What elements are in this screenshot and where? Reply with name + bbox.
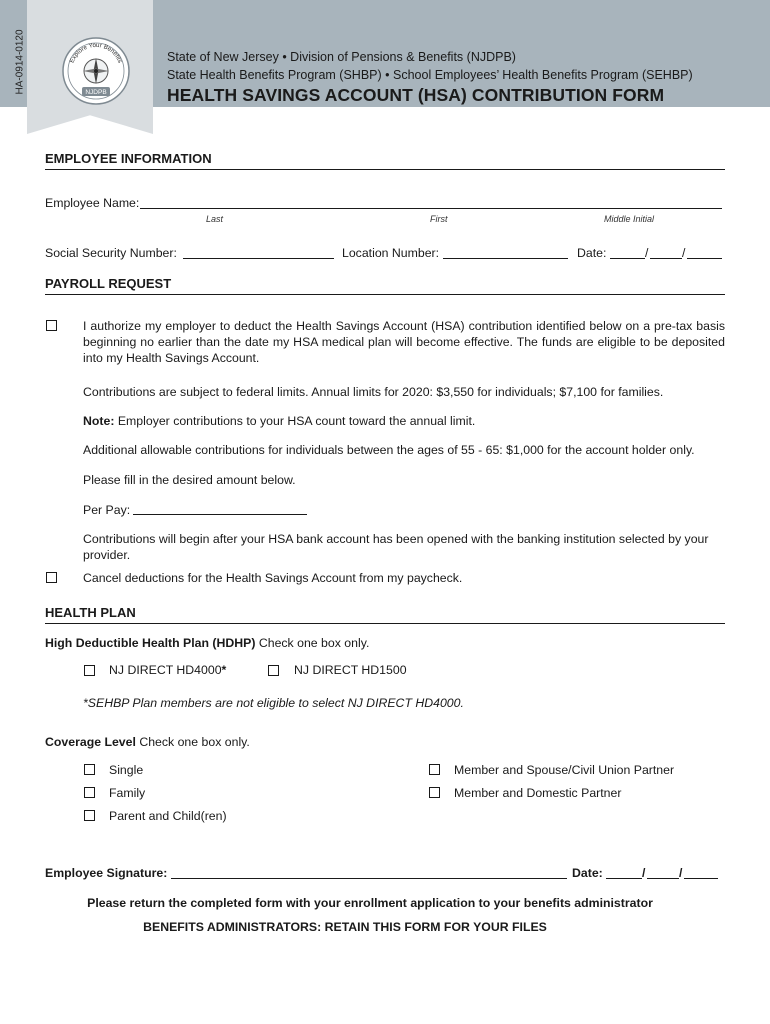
form-code: HA-0914-0120 [14, 29, 26, 95]
name-sub-last: Last [206, 214, 224, 224]
per-pay-label: Per Pay: [83, 503, 131, 517]
coverage-family-label: Family [109, 786, 146, 800]
njdpb-seal-logo [62, 37, 130, 105]
employee-name-field[interactable] [140, 196, 722, 209]
coverage-single-checkbox[interactable] [84, 764, 95, 775]
section-payroll-request: PAYROLL REQUEST [45, 276, 725, 295]
cancel-deductions-text: Cancel deductions for the Health Savings Account from my paycheck. [83, 571, 463, 585]
coverage-parent-children-label: Parent and Child(ren) [109, 809, 227, 823]
coverage-member-spouse-label: Member and Spouse/Civil Union Partner [454, 763, 675, 777]
seal-text-top: Explore Your Benefits [68, 41, 124, 65]
coverage-parent-children-checkbox[interactable] [84, 810, 95, 821]
date-slash: / [682, 246, 686, 260]
coverage-family-checkbox[interactable] [84, 787, 95, 798]
note-text: Employer contributions to your HSA count toward the annual limit. [114, 414, 476, 428]
hdhp-label: High Deductible Health Plan (HDHP) [45, 636, 256, 650]
name-sub-first: First [430, 214, 448, 224]
date-day-field[interactable] [650, 246, 682, 259]
note-line [83, 413, 725, 429]
nj-direct-hd1500-label: NJ DIRECT HD1500 [294, 663, 407, 677]
header-line-agency: State of New Jersey • Division of Pensions & Benefits (NJDPB) [167, 50, 516, 64]
coverage-label: Coverage Level [45, 735, 136, 749]
contributions-begin-text: Contributions will begin after your HSA bank account has been opened with the banking institution selected by your provider. [83, 532, 709, 562]
per-pay-field[interactable] [133, 502, 307, 515]
date-label: Date: [577, 246, 607, 260]
signature-date-slash: / [679, 866, 683, 880]
fill-amount-text: Please fill in the desired amount below. [83, 473, 296, 487]
date-slash: / [645, 246, 649, 260]
coverage-member-spouse-checkbox[interactable] [429, 764, 440, 775]
signature-date-label: Date: [572, 866, 603, 880]
hdhp-heading [45, 636, 369, 650]
coverage-heading [45, 735, 250, 749]
cancel-deductions-checkbox[interactable] [46, 572, 57, 583]
coverage-single-label: Single [109, 763, 144, 777]
authorize-text: I authorize my employer to deduct the Health Savings Account (HSA) contribution identified below on a pre-tax basis beginning no earlier than the date my HSA medical plan will become effective. The funds are eligible to be deposited into my Health Savings Account. [83, 319, 725, 365]
coverage-instructions: Check one box only. [135, 735, 250, 749]
section-health-plan: HEALTH PLAN [45, 605, 725, 624]
ssn-label: Social Security Number: [45, 246, 177, 260]
form-title: HEALTH SAVINGS ACCOUNT (HSA) CONTRIBUTION FORM [167, 85, 665, 105]
name-sub-middle-initial: Middle Initial [604, 214, 655, 224]
return-instructions: Please return the completed form with your enrollment application to your benefits administrator [87, 896, 653, 910]
note-label: Note: [83, 414, 115, 428]
location-number-label: Location Number: [342, 246, 440, 260]
ssn-field[interactable] [183, 246, 334, 259]
seal-text-bottom: NJDPB [85, 89, 107, 96]
sehbp-footnote: *SEHBP Plan members are not eligible to select NJ DIRECT HD4000. [83, 696, 464, 710]
location-number-field[interactable] [443, 246, 568, 259]
limits-text: Contributions are subject to federal limits. Annual limits for 2020: $3,550 for individuals; $7,100 for families. [83, 385, 664, 399]
nj-direct-hd1500-checkbox[interactable] [268, 665, 279, 676]
employee-signature-label: Employee Signature: [45, 866, 168, 880]
coverage-member-domestic-partner-checkbox[interactable] [429, 787, 440, 798]
hdhp-instructions: Check one box only. [255, 636, 370, 650]
additional-contributions-text: Additional allowable contributions for individuals between the ages of 55 - 65: $1,000 for the account holder only. [83, 443, 695, 457]
authorize-deduction-checkbox[interactable] [46, 320, 57, 331]
nj-direct-hd4000-label: NJ DIRECT HD4000* [109, 663, 227, 677]
signature-date-month-field[interactable] [606, 866, 642, 879]
date-month-field[interactable] [610, 246, 645, 259]
coverage-member-domestic-partner-label: Member and Domestic Partner [454, 786, 622, 800]
signature-date-year-field[interactable] [684, 866, 718, 879]
employee-signature-field[interactable] [171, 866, 567, 879]
signature-date-slash: / [642, 866, 646, 880]
employee-name-label: Employee Name: [45, 196, 140, 210]
section-employee-information: EMPLOYEE INFORMATION [45, 151, 725, 170]
retain-instructions: BENEFITS ADMINISTRATORS: RETAIN THIS FORM FOR YOUR FILES [143, 920, 547, 934]
date-year-field[interactable] [687, 246, 722, 259]
nj-direct-hd4000-checkbox[interactable] [84, 665, 95, 676]
header-line-programs: State Health Benefits Program (SHBP) • School Employees’ Health Benefits Program (SEHBP) [167, 68, 693, 82]
signature-date-day-field[interactable] [647, 866, 679, 879]
